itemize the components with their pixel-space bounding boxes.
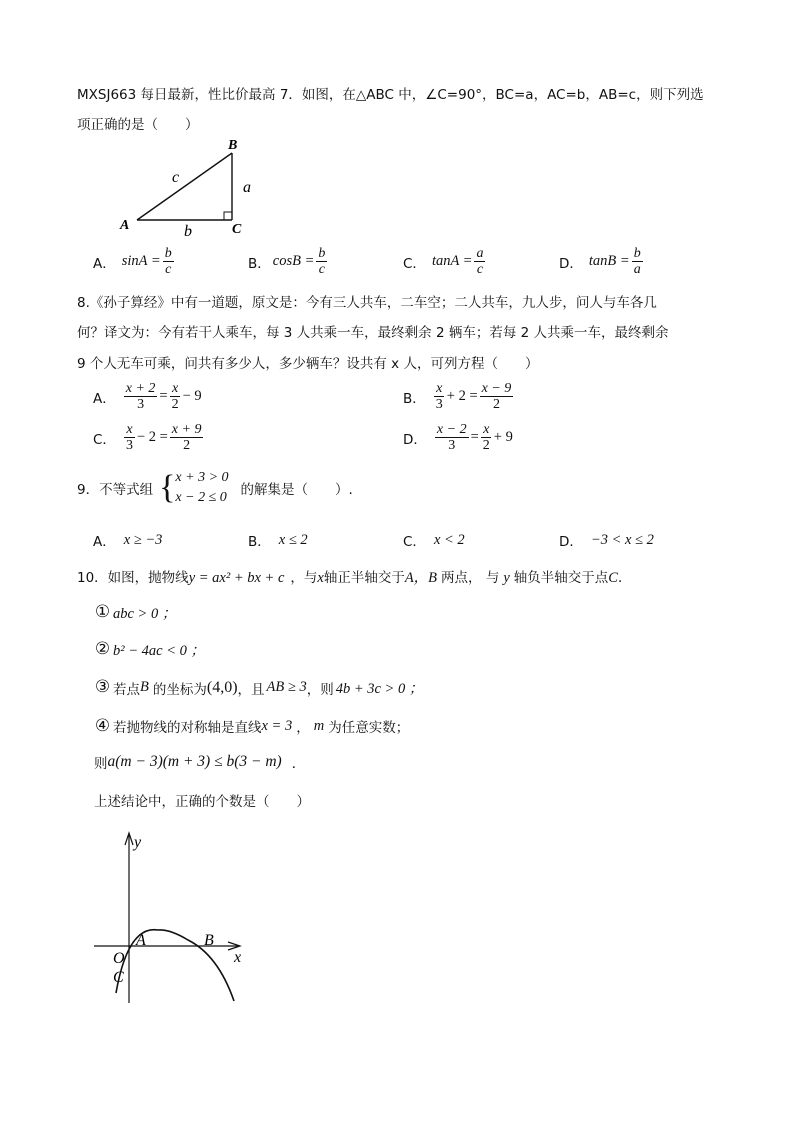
lhs-fraction: $\frac{x + 2}{3}$	[125, 381, 156, 412]
q8-option-b[interactable]	[403, 381, 515, 412]
option-func: sinA =	[121, 253, 161, 269]
side-a-label: a	[243, 179, 251, 196]
side-b-label: b	[184, 223, 192, 240]
condition-expr: AB ≥ 3	[266, 679, 307, 695]
option-label: B．	[403, 390, 426, 407]
statement-2	[94, 639, 205, 660]
q7-option-a[interactable]	[93, 246, 176, 277]
rhs-fraction: $\frac{x + 9}{2}$	[171, 422, 202, 453]
rhs-fraction: $\frac{x}{2}$	[171, 381, 179, 412]
option-fraction: $\frac{b}{c}$	[164, 246, 172, 277]
lhs-fraction: $\frac{x - 2}{3}$	[436, 422, 467, 453]
q9-stem	[77, 468, 353, 508]
conclusion-expr: 4b + 3c > 0 ；	[335, 681, 424, 697]
coordinate: (4,0)	[206, 678, 238, 696]
parabola-equation: y = ax² + bx + c	[188, 570, 285, 586]
circled-4: ④	[94, 715, 111, 736]
circled-2: ②	[94, 639, 111, 659]
y-axis-label: y	[134, 834, 142, 851]
statement-3-text: 若点	[113, 681, 140, 698]
rhs-fraction: $\frac{x}{2}$	[482, 422, 490, 453]
option-label: A．	[93, 534, 116, 550]
option-expr: x ≤ 2	[278, 531, 308, 548]
point-b: B	[140, 679, 149, 695]
y-symbol: y	[503, 570, 510, 586]
origin-label: O	[113, 950, 125, 967]
statement-1-expr: abc > 0 ；	[113, 606, 177, 622]
statement-3-text: ，则	[306, 681, 334, 698]
equation-operator: =	[470, 429, 479, 445]
q7-stem: 7．如图，在△ABC 中，∠C=90°，BC=a，AC=b，AB=c，则下列选	[279, 87, 704, 103]
q8-line1: 8.《孙子算经》中有一道题，原文是：今有三人共车，二车空；二人共车，九人步，问人与车各几	[77, 295, 657, 311]
statement-4	[94, 716, 409, 736]
q10-ask: 上述结论中，正确的个数是（ ）	[94, 794, 310, 810]
q7-option-b[interactable]	[248, 246, 329, 277]
point-b-label: B	[204, 932, 214, 949]
parabola-curve	[116, 930, 234, 1001]
option-label: A．	[93, 390, 116, 407]
q9-suffix: 的解集是（ ）.	[240, 482, 353, 498]
q10-text: 轴正半轴交于	[323, 570, 405, 586]
equation-tail: − 9	[182, 388, 202, 404]
option-fraction: $\frac{b}{c}$	[318, 246, 326, 277]
option-label: C．	[93, 431, 116, 448]
statement-2-expr: b² − 4ac < 0 ；	[113, 643, 205, 659]
q7-option-c[interactable]	[403, 246, 487, 277]
q9-option-d[interactable]	[559, 530, 654, 550]
option-label: D．	[403, 431, 427, 448]
option-expr: x < 2	[433, 531, 465, 548]
left-brace-icon: {	[159, 469, 176, 506]
q10-text: ，与	[290, 570, 318, 586]
statement-4-conclusion	[94, 752, 305, 772]
statement-3-text: ，且	[237, 681, 265, 698]
statement-5-text: ．	[291, 756, 306, 772]
point-a-label: A	[136, 932, 146, 949]
equation-operator: =	[159, 388, 168, 404]
option-func: tanA =	[431, 253, 473, 269]
statement-3	[94, 677, 423, 698]
option-func: cosB =	[272, 253, 315, 269]
rhs-fraction: $\frac{x - 9}{2}$	[481, 381, 512, 412]
vertex-a-label: A	[120, 218, 130, 233]
x-axis-label: x	[234, 949, 242, 966]
option-label: C．	[403, 255, 426, 272]
option-fraction: $\frac{a}{c}$	[476, 246, 484, 277]
option-label: B．	[248, 534, 271, 550]
option-func: tanB =	[588, 253, 630, 269]
q8-line2: 何？译文为：今有若干人乘车，每 3 人共乘一车，最终剩余 2 辆车；若每 2 人共乘一车，最终剩余	[77, 325, 669, 341]
x-symbol: x	[317, 570, 324, 586]
point-c: C	[608, 570, 618, 586]
option-label: A．	[93, 255, 116, 272]
circled-3: ③	[94, 677, 111, 697]
statement-4-text: ，	[296, 720, 310, 736]
q10-stem	[77, 566, 631, 587]
inequality-1: x + 3 > 0	[175, 470, 229, 485]
option-fraction: $\frac{b}{a}$	[633, 246, 641, 277]
q8-option-c[interactable]	[93, 422, 205, 453]
q7-line2: 项正确的是（ ）	[77, 117, 199, 133]
option-label: D．	[559, 255, 583, 272]
q9-prefix: 9．不等式组	[77, 482, 154, 498]
equation-operator: − 2 =	[136, 429, 168, 445]
circled-1: ①	[94, 602, 111, 622]
points-ab: A，B	[404, 570, 438, 586]
q10-text: 两点， 与	[441, 570, 500, 586]
inequality-2: x − 2 ≤ 0	[175, 490, 227, 505]
header-prefix: MXSJ663 每日最新，性比价最高	[77, 87, 276, 103]
q10-text: 轴负半轴交于点	[513, 570, 609, 586]
statement-1	[94, 602, 176, 623]
axis-expr: x = 3	[261, 717, 293, 734]
equation-tail: + 9	[493, 429, 513, 445]
option-label: C．	[403, 534, 426, 550]
q9-option-c[interactable]	[403, 530, 465, 550]
q7-option-d[interactable]	[559, 246, 645, 277]
equation-operator: + 2 =	[446, 388, 478, 404]
q8-line3: 9 个人无车可乘，问共有多少人，多少辆车？设共有 x 人，可列方程（ ）	[77, 356, 539, 372]
inequality-system	[175, 468, 228, 508]
vertex-b-label: B	[228, 138, 238, 153]
side-c-label: c	[172, 169, 180, 186]
vertex-c-label: C	[232, 222, 242, 237]
q7-triangle-figure	[110, 135, 260, 240]
lhs-fraction: $\frac{x}{3}$	[435, 381, 443, 412]
q9-option-a[interactable]	[93, 530, 162, 550]
inequality-expr: a(m − 3)(m + 3) ≤ b(3 − m)	[107, 753, 282, 770]
option-label: B．	[248, 255, 271, 272]
q10-prefix: 10．如图，抛物线	[77, 570, 189, 586]
q8-option-d[interactable]	[403, 422, 513, 453]
q9-option-b[interactable]	[248, 530, 308, 550]
statement-4-text: 若抛物线的对称轴是直线	[113, 720, 262, 736]
m-symbol: m	[313, 717, 325, 734]
q10-text: ．	[617, 570, 632, 586]
q7-line1	[77, 83, 704, 103]
point-c-label: C	[113, 969, 124, 986]
q8-option-a[interactable]	[93, 381, 202, 412]
parabola-figure	[88, 825, 258, 1010]
option-label: D．	[559, 534, 583, 550]
lhs-fraction: $\frac{x}{3}$	[125, 422, 133, 453]
statement-3-text: 的坐标为	[152, 681, 207, 698]
statement-5-text: 则	[94, 756, 108, 772]
option-expr: −3 < x ≤ 2	[590, 531, 654, 548]
statement-4-text: 为任意实数；	[328, 720, 410, 736]
option-expr: x ≥ −3	[123, 531, 163, 548]
